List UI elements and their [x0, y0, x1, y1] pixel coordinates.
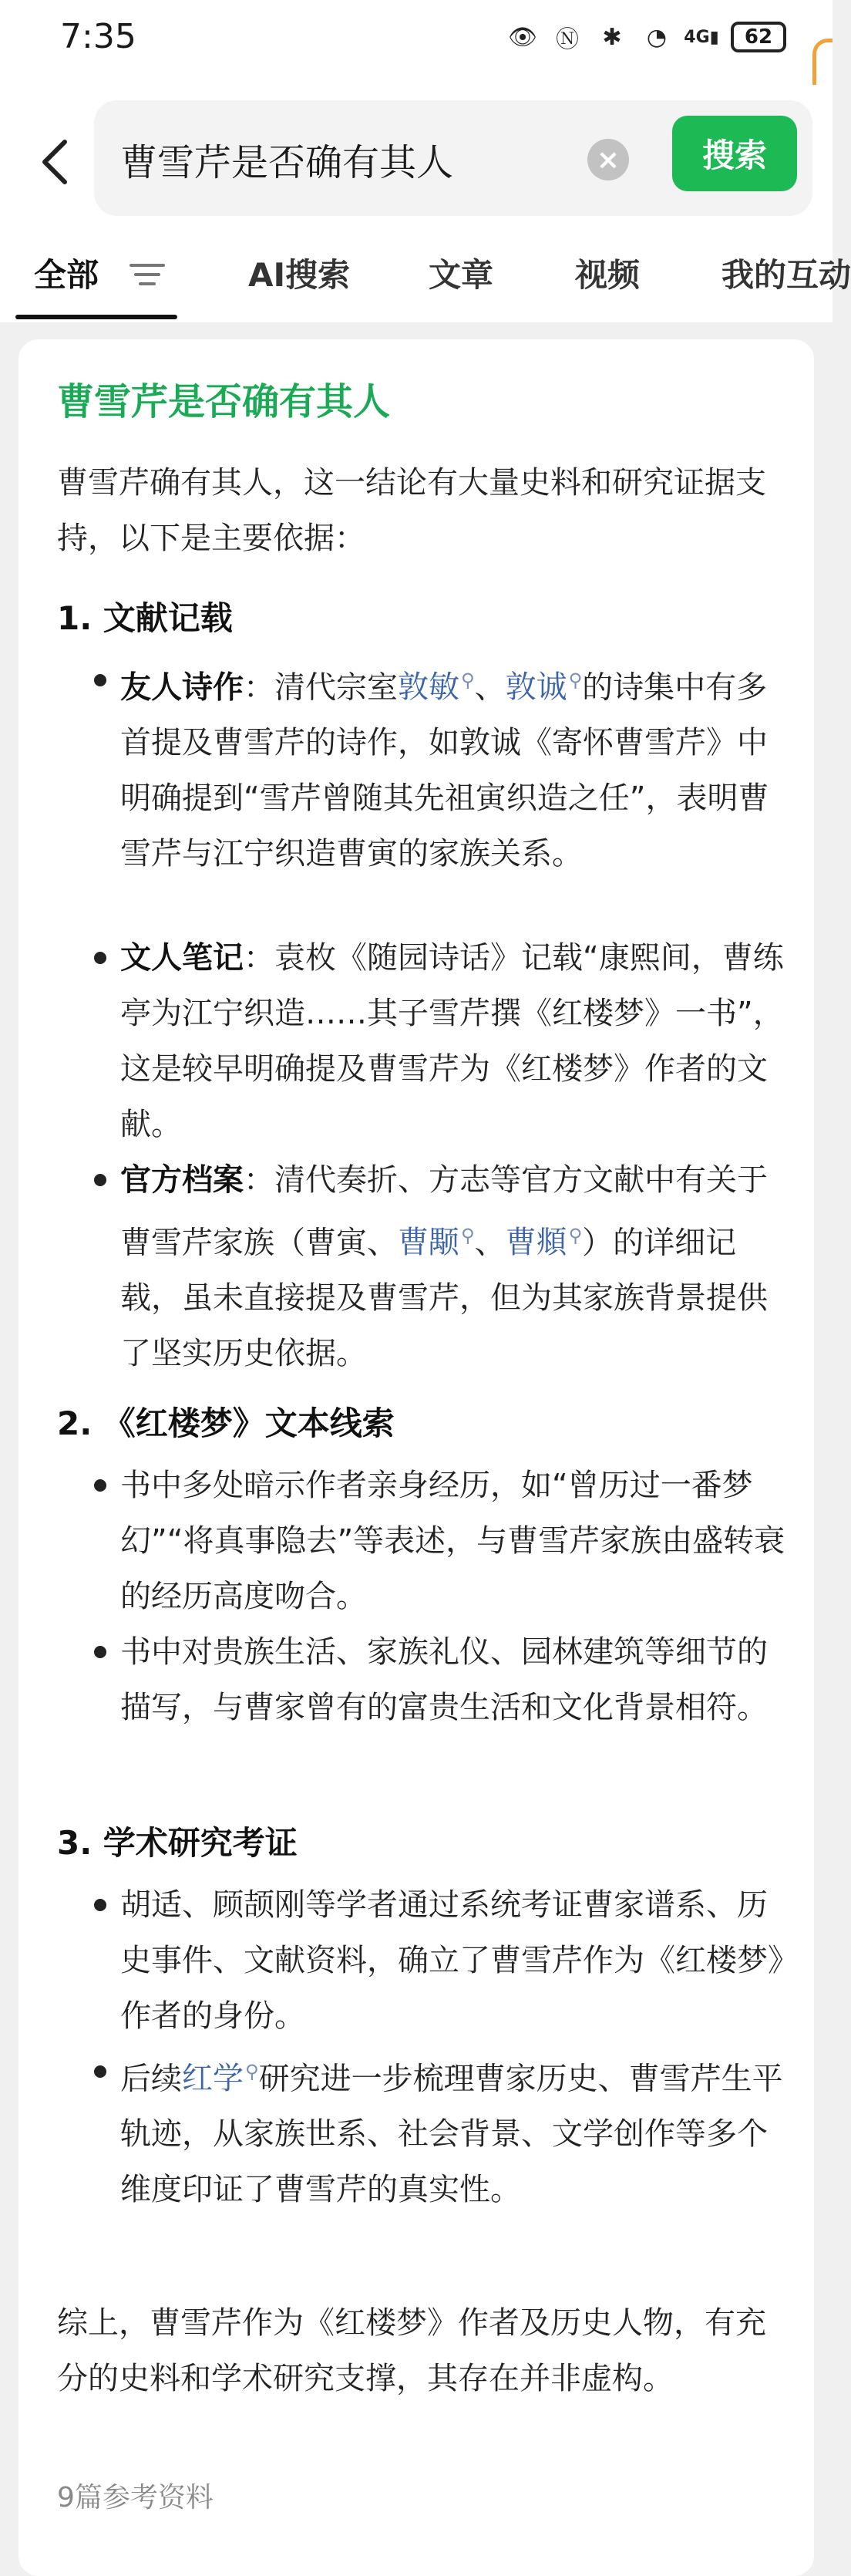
search-icon: ⚲: [461, 1225, 475, 1246]
list-item: 后续红学⚲研究进一步梳理曹家历史、曹雪芹生平轨迹，从家族世系、社会背景、文学创作等多个维度印证了曹雪芹的真实性。: [120, 2061, 783, 2208]
back-icon[interactable]: [32, 131, 79, 193]
references-link[interactable]: 9篇参考资料: [57, 2482, 214, 2514]
clear-icon[interactable]: ×: [587, 139, 629, 180]
list-item: 书中对贵族生活、家族礼仪、园林建筑等细节的描写，与曹家曾有的富贵生活和文化背景相符。: [120, 1634, 768, 1725]
battery-icon: 62: [731, 22, 786, 52]
section-heading: 3. 学术研究考证: [57, 1824, 298, 1862]
bullet-dot: [94, 952, 106, 964]
section-heading: 1. 文献记载: [57, 599, 233, 637]
entity-link[interactable]: 敦诚⚲: [505, 669, 583, 706]
answer-title: 曹雪芹是否确有其人: [57, 380, 391, 423]
list-item: 胡适、顾颉刚等学者通过系统考证曹家谱系、历史事件、文献资料，确立了曹雪芹作为《红楼梦》作者的身份。: [120, 1887, 783, 2034]
tab-my-interactions[interactable]: 我的互动: [722, 256, 851, 294]
entity-link[interactable]: 曹頫⚲: [505, 1225, 583, 1261]
bullet-dot: [94, 2065, 106, 2078]
bluetooth-icon: ✱: [602, 23, 622, 51]
bullet-dot: [94, 1899, 106, 1911]
tab-all[interactable]: 全部: [34, 256, 99, 294]
status-bar: [0, 0, 832, 85]
status-icons: [507, 22, 786, 52]
signal-icon: 4G ▮: [684, 27, 719, 47]
bullet-dot: [94, 1646, 106, 1658]
tab-videos[interactable]: 视频: [575, 256, 641, 294]
search-icon: ⚲: [568, 1225, 583, 1246]
search-button[interactable]: 搜索: [672, 116, 797, 191]
bullet-dot: [94, 1479, 106, 1492]
list-item: 书中多处暗示作者亲身经历，如“曾历过一番梦幻”“将真事隐去”等表述，与曹雪芹家族由盛转衰的经历高度吻合。: [120, 1468, 785, 1614]
list-item: 友人诗作：清代宗室敦敏⚲、敦诚⚲的诗集中有多首提及曹雪芹的诗作，如敦诚《寄怀曹雪芹》中明确提到“雪芹曾随其先祖寅织造之任”，表明曹雪芹与江宁织造曹寅的家族关系。: [120, 669, 769, 872]
filter-icon[interactable]: [130, 261, 165, 288]
search-icon: ⚲: [245, 2061, 259, 2082]
list-item: 文人笔记：袁枚《随园诗话》记载“康熙间，曹练亭为江宁织造……其子雪芹撰《红楼梦》一书”，这是较早明确提及曹雪芹为《红楼梦》作者的文献。: [120, 940, 784, 1142]
wifi-icon: ◔: [646, 23, 668, 51]
tab-ai-search[interactable]: AI搜索: [248, 256, 351, 294]
eye-icon: 👁: [507, 23, 538, 51]
search-input[interactable]: 曹雪芹是否确有其人: [120, 141, 454, 184]
active-tab-indicator: [15, 315, 177, 319]
search-box: [94, 100, 812, 216]
entity-link[interactable]: 红学⚲: [182, 2061, 259, 2097]
section-heading: 2. 《红楼梦》文本线索: [57, 1404, 395, 1442]
bullet-dot: [94, 1174, 106, 1186]
list-item: 官方档案：清代奏折、方志等官方文献中有关于曹雪芹家族（曹寅、曹颙⚲、曹頫⚲）的详细记载，虽未直接提及曹雪芹，但为其家族背景提供了坚实历史依据。: [120, 1162, 768, 1372]
bullet-dot: [94, 674, 106, 686]
entity-link[interactable]: 曹颙⚲: [398, 1225, 475, 1261]
tab-articles[interactable]: 文章: [429, 256, 494, 294]
search-icon: ⚲: [461, 669, 475, 691]
search-icon: ⚲: [568, 669, 583, 691]
answer-intro: 曹雪芹确有其人，这一结论有大量史料和研究证据支持，以下是主要依据：: [57, 465, 766, 556]
tab-bar: [0, 231, 851, 322]
ai-answer-card: [18, 339, 814, 2576]
entity-link[interactable]: 敦敏⚲: [398, 669, 475, 706]
search-header: [0, 85, 832, 231]
nfc-icon: Ⓝ: [556, 26, 579, 53]
answer-conclusion: 综上，曹雪芹作为《红楼梦》作者及历史人物，有充分的史料和学术研究支撑，其存在并非虚构。: [57, 2305, 766, 2396]
status-time: 7:35: [60, 17, 136, 56]
